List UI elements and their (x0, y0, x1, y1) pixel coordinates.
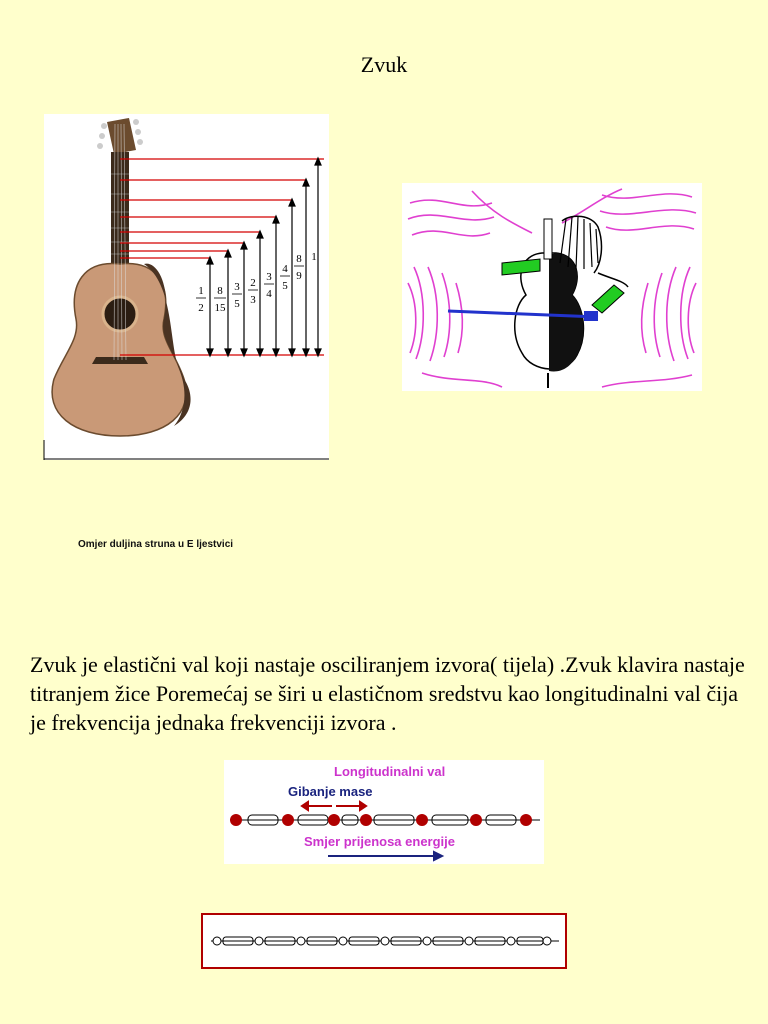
motion-label: Gibanje mase (288, 784, 373, 799)
svg-text:4: 4 (266, 288, 272, 300)
svg-text:1: 1 (198, 285, 204, 297)
svg-text:3: 3 (234, 281, 240, 293)
svg-text:8: 8 (217, 285, 223, 297)
svg-text:2: 2 (198, 302, 204, 314)
description-paragraph: Zvuk je elastični val koji nastaje osciliranjem izvora( tijela) .Zvuk klavira nastaje titranjem žice Poremećaj se širi u elastičnom sredstvu kao longitudinalni val čija je frekvencija jednaka frekvenciji izvora . (30, 652, 745, 735)
ratio-label (264, 271, 274, 300)
svg-text:4: 4 (282, 263, 288, 275)
spring-chain-figure (201, 913, 567, 969)
ratio-label (214, 285, 226, 314)
guitar-caption: Omjer duljina struna u E ljestvici (78, 539, 234, 550)
ratio-label (294, 253, 304, 282)
cello-figure (402, 183, 702, 391)
guitar-figure (44, 114, 329, 550)
figure-title: Longitudinalni val (334, 764, 446, 779)
svg-text:8: 8 (296, 253, 302, 265)
svg-text:3: 3 (266, 271, 272, 283)
svg-text:3: 3 (250, 294, 256, 306)
energy-label: Smjer prijenosa energije (304, 834, 456, 849)
wave-diagram (224, 760, 544, 864)
ratio-label (248, 277, 258, 306)
svg-text:15: 15 (214, 302, 226, 314)
svg-text:2: 2 (250, 277, 256, 289)
ratio-label (311, 251, 317, 263)
cello-illustration (402, 183, 702, 391)
ratio-label (196, 285, 206, 314)
page-title: Zvuk (360, 52, 408, 77)
svg-text:9: 9 (296, 270, 302, 282)
guitar-illustration (44, 114, 329, 460)
spring-diagram (203, 915, 565, 967)
longitudinal-wave-figure (224, 760, 544, 864)
svg-text:5: 5 (282, 280, 288, 292)
ratio-label (280, 263, 290, 292)
ratio-label (232, 281, 242, 310)
svg-text:1: 1 (311, 251, 317, 263)
svg-text:5: 5 (234, 298, 240, 310)
